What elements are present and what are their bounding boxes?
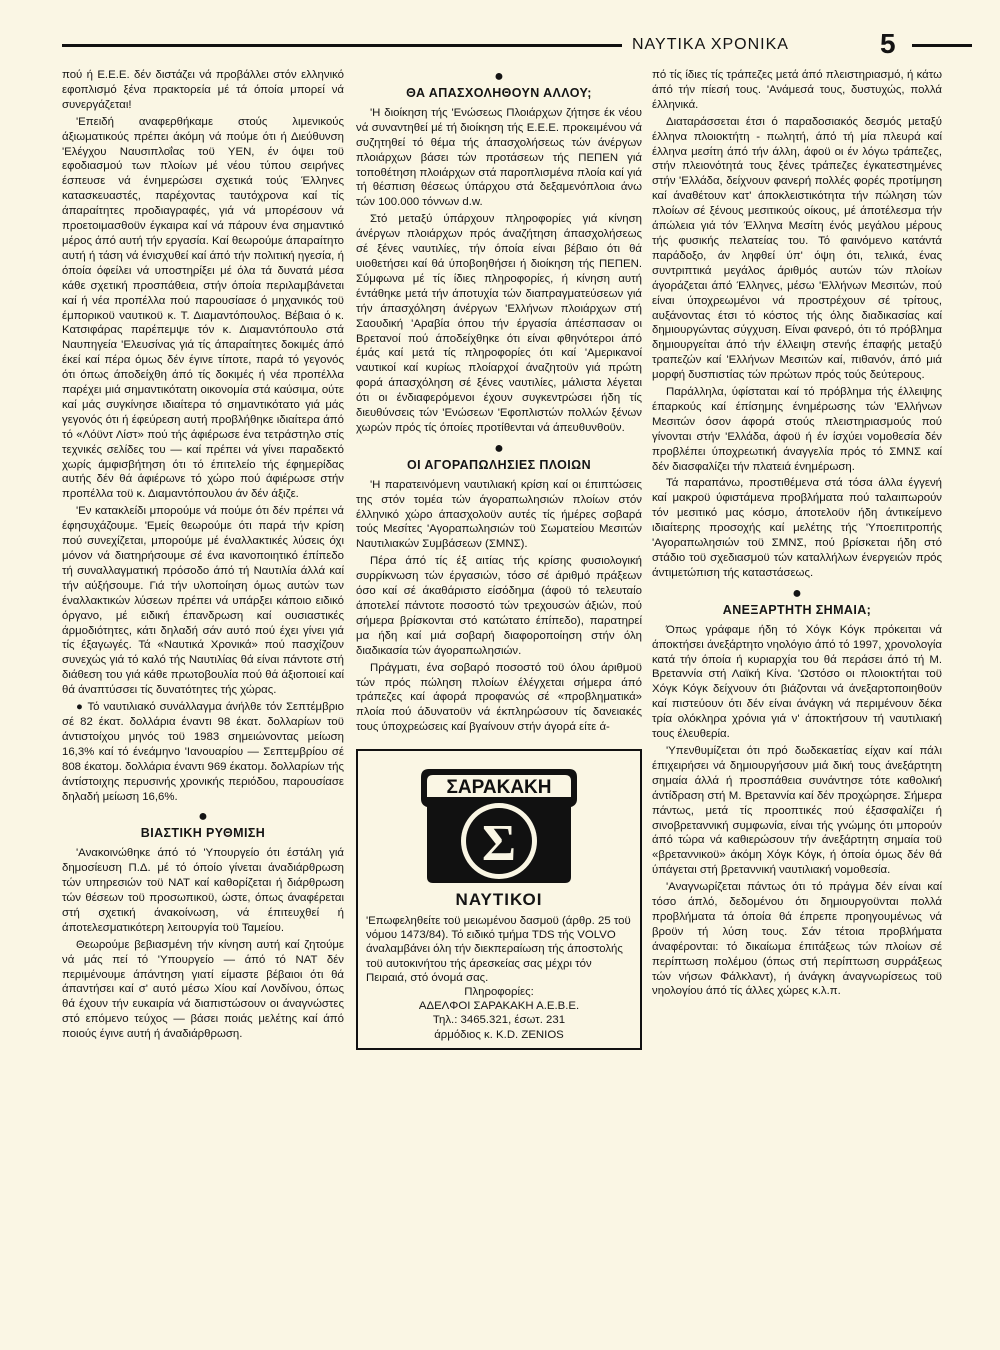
header-rule-right: [912, 44, 972, 47]
ad-company: ΑΔΕΛΦΟΙ ΣΑΡΑΚΑΚΗ Α.Ε.Β.Ε.: [418, 1000, 580, 1013]
article-paragraph: 'Η παρατεινόμενη ναυτιλιακή κρίση καί οι έπιπτώσεις της στόν τομέα τών άγοραπωλησιών πλοίων στόν έλληνικό χώρο άπασχολοϋν αυτές τίς ήμέρες σοβαρά τούς Μεσίτες 'Αγοραπωλησιών τοϋ Σωματείου Μεσιτών Ναυτιλιακών Συμβάσεων (ΣΜΝΣ).: [356, 478, 642, 551]
section-bullet-icon: ●: [494, 68, 504, 85]
section-heading: ΒΙΑΣΤΙΚΗ ΡΥΘΜΙΣΗ: [140, 826, 266, 841]
article-paragraph: Στό μεταξύ ύπάρχουν πληροφορίες γιά κίνηση άνέργων πλοιάρχων πρός άναζήτηση άπασχολήσεως σέ ξένες ναυτιλίες, τήν όποία είναι βέβαιο ότι θά υιοθετήσει καί θά ύποβοηθήσει ή διοίκηση τής ΠΕΠΕΝ. Σύμφωνα μέ τίς ίδιες πληροφορίες, ή κίνηση αυτή έντάθηκε μετά τήν άποτυχία τών διαπραγματεύσεων γιά τήν άπασχόληση άνέργων 'Ελλήνων πλοιάρχων στή Σαουδική 'Αραβία όπου τήν έργασία άπέσπασαν οι Βρετανοί πού άποδείχθηκε ότι είναι φθηνότεροι άπό έμάς καί μετά τίς πληροφορίες ότι καί 'Αμερικανοί ναυτικοί καί κυρίως πλοίαρχοί άναζητοϋν γιά πρώτη φορά άπασχόληση σέ ξένες ναυτιλίες, μάλιστα λέγεται ότι οι ένδιαφερόμενοι έχουν συγκεντρώσει ήδη τίς διευθύνσεις τών 'Ενώσεων 'Εφοπλιστών πολλών ξένων χωρών πρός τίς όποίες προτίθενται νά άπευθυνθοϋν.: [356, 213, 642, 434]
section-heading: ΘΑ ΑΠΑΣΧΟΛΗΘΟΥΝ ΑΛΛΟΥ;: [406, 86, 592, 100]
ad-info-label: Πληροφορίες:: [464, 986, 534, 999]
article-paragraph: 'Υπενθυμίζεται ότι πρό δωδεκαετίας είχαν καί πάλι έπιχειρήσει νά δημιουργήσουν μιά δική τους άνεξάρτητη σημαία άλλά ή προσπάθεια συνάντησε τότε καθολική άντίδραση στή Μ. Βρεταννία καί δέν προχώρησε. Σήμερα πάντως, μετά τίς προοπτικές πού έξασφαλίζει ή σινοβρεταννική συμφωνία, είναι τής γνώμης ότι μπορούν άπό τώρα νά καθιερώσουν τήν άνεξάρτητη σημαία τοϋ «βρεταννικοϋ» άκόμη Χόγκ Κόγκ, ή όποία όμως δέν θά ύπάγεται στή βρεταννική ναυτιλιακή νομοθεσία.: [652, 744, 942, 877]
article-paragraph: 'Επειδή αναφερθήκαμε στούς λιμενικούς άξιωματικούς πρέπει άκόμη νά πούμε ότι ή Διεύθυνση 'Ελέγχου Ναυσιπλοΐας τοϋ ΥΕΝ, έν όψει τοϋ εφοδιασμού των πλοίων μέ νέου τύπου σειρήνες έσπευσε νά ένημερώσει σχετικά τούς Έλληνες κατασκευαστές, παρέχοντας ταυτόχρονα καί τίς άπαραίτητες προδιαγραφές, γιά νά μπορέσουν νά προετοιμασθοϋν έγκαιρα καί νά πάρουν ένα σημαντικό μέρος άπό αυτή τήν εργασία. Καί θεωρούμε άπαραίτητο αυτή ή τάση νά ένισχυθεί καί άπό τήν πολιτική ηγεσία, ή όποία όφείλει νά υποστηρίξει μέ όλα τά δυνατά μέσα κάθε σχετική προσπάθεια, στήν όποία περιλαμβάνεται καί ή νέα προπέλλα πού παρουσίασε ό μηχανικός τοϋ έμπορικοϋ ναυτικοϋ κ. Τ. Διαμαντόπουλος. Βέβαια ό κ. Κατσιφάρας παρέπεμψε τόν κ. Διαμαντόπουλο στά Ναυπηγεία 'Ελευσίνας γιά τίς άπαραίτητες δοκιμές άπό έκεί καί πέρα όμως δέν έγινε τίποτε, παρά τό γεγονός ότι όπως άποδείχθη άπό τίς δοκιμές ή νέα προπέλλα παρέχει μιά σημαντικότατη οικονομία στά καύσιμα, ούτε καί μάς συγκίνησε ιδιαίτερα τό σημαντικότατο γιά μάς γεγονός ότι ή έφεύρεση αυτή προβλήθηκε ιδιαίτερα άπό τό «Λόϋντ Λίστ» πού τής άφιέρωσε ένα τετράστηλο στίς τεχνικές σελίδες του — καί πρέπει νά γίνει παραδεκτό χωρίς άμφισβήτηση ότι τό έπιτελείο τής έφημερίδας αυτής δέν θά άφιέρωνε τό χώρο πού άφιέρωσε στήν προπέλλα τοϋ κ. Διαμαντόπουλου άν δέν άξιζε.: [62, 115, 344, 501]
article-paragraph: 'Ανακοινώθηκε άπό τό 'Υπουργείο ότι έστάλη γιά δημοσίευση Π.Δ. μέ τό όποίο γίνεται άναδιάρθρωση τών υπηρεσιών τοϋ ΝΑΤ καί καθορίζεται ή διάρθρωση τών θέσεων τοϋ προσωπικοϋ, ώστε, όπως άναφέρεται στή σχετική άνακοίνωση, νά έπιτευχθεί ή άποτελεσματικότερη λειτουργία τοϋ Ταμείου.: [62, 847, 344, 934]
article-paragraph: πού ή Ε.Ε.Ε. δέν διστάζει νά προβάλλει στόν ελληνικό εφοπλισμό ξένα πρακτορεία μέ τά όποία μπορεί νά συνεργάζεται!: [62, 69, 344, 111]
article-paragraph: ● Τό ναυτιλιακό συνάλλαγμα άνήλθε τόν Σεπτέμβριο σέ 82 έκατ. δολλάρια έναντι 98 έκατ. δολλαρίων τοϋ άντιστοίχου μηνός τοϋ 1983 σημειώνοντας μείωση 16,3% καί τό ένεάμηνο 'Ιανουαρίου — Σεπτεμβρίου σέ 808 έκατομ. δολλάρια έναντι 969 έκατομ. δολλαρίων τής άντίστοιχης περυσινής χρονικής περιόδου, παρουσίασε δηλαδή μείωση 16,6%.: [62, 701, 344, 803]
column-right: [652, 68, 942, 1001]
column-middle: [356, 68, 642, 1050]
section-bullet-icon: ●: [198, 808, 208, 826]
ad-body-text: 'Επωφεληθείτε τοϋ μειωμένου δασμοϋ (άρθρ. 25 τοϋ νόμου 1473/84). Τό ειδικό τμήμα TDS τής VOLVO άναλαμβάνει όλη τήν διεκπεραίωση τής άποστολής τοϋ αυτοκινήτου τής άρεσκείας σας μέχρι τόν Πειραιά, στό όνομά σας.: [366, 915, 631, 984]
page-header: [62, 30, 962, 66]
article-paragraph: Πέρα άπό τίς έξ αιτίας τής κρίσης φυσιολογική συρρίκνωση τών έργασιών, τόσο σέ άριθμό πράξεων όσο καί σέ άκαθάριστο είσόδημα (άφοϋ τό τελευταίο άποτελεί πάντοτε ποσοστό τών τρεχουσών άξιών, πού σήμερα βρίσκονται στό κατώτατο έπίπεδο), παρατηρεί μα ήδη καί μιά σοβαρή διαφοροποίηση στήν όλη διαδικασία τών άγοραπωλησιών.: [356, 555, 642, 657]
section-heading: ΟΙ ΑΓΟΡΑΠΩΛΗΣΙΕΣ ΠΛΟΙΩΝ: [406, 457, 592, 472]
ad-contact-person: άρμόδιος κ. K.D. ZENIOS: [434, 1028, 564, 1041]
bullet-icon: ●: [76, 701, 88, 714]
section-bullet-icon: ●: [494, 439, 504, 457]
logo-text: ΣΑΡΑΚΑΚΗ: [446, 777, 552, 799]
sarakaki-logo-icon: [411, 759, 587, 891]
article-paragraph: Θεωρούμε βεβιασμένη τήν κίνηση αυτή καί ζητούμε νά μάς πεί τό 'Υπουργείο — άπό τό ΝΑΤ δέν περιμένουμε άπάντηση γιατί είμαστε βέβαιοι ότι θά άπαντήσει καί σ' αυτό μέσω Χίου καί Λονδίνου, όπως θά έχουν τήν ευκαιρία νά διαπιστώσουν οι άναγνώστες στό επόμενο τεύχος — βάσει ποιάς μελέτης καί άπό ποιούς έγινε αυτή ή άναδιάρθρωση.: [62, 938, 344, 1041]
article-paragraph: 'Εν κατακλείδι μπορούμε νά πούμε ότι δέν πρέπει νά έφησυχάζουμε. 'Εμείς θεωρούμε ότι παρά τήν κρίση πού συνεχίζεται, μπορούμε μέ έναλλακτικές λύσεις όχι μόνον νά διατηρήσουμε σέ ένα ικανοποιητικό έπίπεδο τή συναλλαγματική πρόσοδο άπό τή Ναυτιλία άλλά καί τήν αύξήσουμε. Γιά τήν υλοποίηση όμως αυτών των έναλλακτικών λύσεων πρέπει νά υπάρξει κάποιο ειδικό όργανο, μέ ειδική έπανδρωση καί ουσιαστικές άρμοδιότητες, κάτι δηλαδή σάν αυτό πού έχει γίνει γιά τίς έξαγωγές. Τά «Ναυτικά Χρονικά» πού πασχίζουν συνεχώς γιά τό καλό τής Ναυτιλίας θά είναι πάντοτε στή διάθεση του γιά κάθε πρωτοβουλία πού θά άξιοποιεί καί θά άναπτύσσει τίς δυνατότητες τής χώρας.: [62, 505, 344, 697]
article-paragraph: Παράλληλα, ύφίσταται καί τό πρόβλημα τής έλλειψης έπαρκούς καί έπίσημης ένημέρωσης τών 'Ελλήνων Μεσιτών όσον άφορά στούς πλειστηριασμούς πού γίνονται στήν 'Ελλάδα, άφοϋ ή έν ίσχύει νομοθεσία δέν προβλέπει ύποχρεωτική άναγγελία πρός τό ΣΜΝΣ καί δέν διασφαλίζει τήν πλατειά ένημέρωση.: [652, 386, 942, 473]
article-paragraph: Τά παραπάνω, προστιθέμενα στά τόσα άλλα έγγενή καί μακροϋ ύφιστάμενα προβλήματα πού ταλαιπωρούν τόν μεσιτικό μας κόσμο, άποτελοϋν ήδη άντικείμενο ιδιαίτερης προσοχής καί μελέτης τής 'Υποεπιτροπής 'Αγοραπωλησιών τοϋ ΣΜΝΣ, πού βρίσκεται ήδη στό στάδιο τοϋ σχεδιασμοϋ τών καταλλήλων ένεργειών πρός άντιμετώπιση τής καταστάσεως.: [652, 477, 942, 579]
advertisement-box: [356, 749, 642, 1050]
header-rule-left: [62, 44, 622, 47]
section-heading: ΑΝΕΞΑΡΤΗΤΗ ΣΗΜΑΙΑ;: [722, 602, 872, 617]
article-paragraph: πό τίς ίδιες τίς τράπεζες μετά άπό πλειστηριασμό, ή κάτω άπό τήν πίεσή τους. 'Ανάμεσά τους, δυστυχώς, πολλά έλληνικά.: [652, 69, 942, 111]
logo-symbol: Σ: [482, 815, 516, 873]
article-paragraph: 'Αναγνωρίζεται πάντως ότι τό πράγμα δέν είναι καί τόσο άπλό, δεδομένου ότι δημιουργοϋνται πολλά προβλήματα τά όποία θά έπρεπε προηγουμένως νά βροϋν τή λύση τους. Σάν τέτοια προβλήματα άναφέρονται: τό δικαίωμα έπιτάξεως τών πλοίων σέ περίπτωση πολέμου (όπως στή περίπτωση συρράξεως τών νήσων Φάλκλαντ), ή άνάγκη άναγνωρίσεως τοϋ νηολογίου άπό τίς άλλες χώρες κ.λ.π.: [652, 881, 942, 998]
page-number: 5: [880, 28, 896, 59]
article-paragraph: 'Η διοίκηση τής 'Ενώσεως Πλοιάρχων ζήτησε έκ νέου νά συναντηθεί μέ τή διοίκηση τής Ε.Ε.Ε. προκειμένου νά συζητηθεί τό θέμα τής άπασχολήσεως τών άνέργων πλοιάρχων βάσει τών προτάσεων τής ΠΕΠΕΝ γιά τοποθέτηση πλοιάρχων στά παροπλισμένα πλοία καί γιά τή θέσπιση θέσεως ύπάρχου στά δεξαμενόπλοια άνω τών 100.000 τόννων d.w.: [356, 106, 642, 209]
article-paragraph: Διαταράσσεται έτσι ό παραδοσιακός δεσμός μεταξύ έλληνα πλοιοκτήτη - πωλητή, άπό τή μία πλευρά καί έλληνα μεσίτη άπό τήν άλλη, άφοϋ οι έν λόγω τράπεζες, στήν πλειονότητά τους ξένες τράπεζες έγκατεστημένες στήν 'Ελλάδα, δείχνουν φανερή πολλές φορές προτίμηση καί άναθέτουν κατ' άποκλειστικότητα τήν πώληση τών πλοίων σέ ξένους μεσιτικούς οίκους, μέ άποτέλεσμα τήν άπώλεια γιά τόν Έλληνα Μεσίτη ένός μεγάλου μέρους τής φυσικής πελατείας του. Τό φαινόμενο κατάντά παράδοξο, άν ληφθεί ύπ' όψη ότι, τελικά, ένας συντριπτικά μεγάλος άριθμός αυτών τών πλοίων άγοράζεται άπό Έλληνες, μέσω 'Ελλήνων Μεσιτών, πού είναι ύποχρεωμένοι νά προστρέχουν σέ τρίτους, αυξάνοντας έτσι τό κόστος τής όλης διαδικασίας καί δημιουργώντας σύγχυση. Είναι φανερό, ότι τό πρόβλημα δημιουργείται άπό τήν έλλειψη στενής έπαφής μεταξύ τραπεζών καί 'Ελλήνων Μεσιτών καί, πιθανόν, άπό μιά μορφή δυσπιστίας τών πρώτων πρός τούς δεύτερους.: [652, 115, 942, 382]
column-left: [62, 68, 344, 1044]
section-bullet-icon: ●: [792, 584, 802, 602]
article-paragraph: Πράγματι, ένα σοβαρό ποσοστό τοϋ όλου άριθμοϋ τών πρός πώληση πλοίων έλέγχεται σήμερα άπό τράπεζες καί άφορά προφανώς σέ «προβληματικά» πλοία πού άδυνατοϋν νά έκπληρώσουν τίς δανειακές τους ύποχρεώσεις καί βγαίνουν στήν άγορά είτε ά-: [356, 661, 642, 734]
ad-phone: Τηλ.: 3465.321, έσωτ. 231: [432, 1014, 566, 1027]
publication-title: ΝΑΥΤΙΚΑ ΧΡΟΝΙΚΑ: [632, 36, 789, 53]
ad-tagline: ΝΑΥΤΙΚΟΙ: [455, 890, 543, 910]
article-paragraph: Όπως γράφαμε ήδη τό Χόγκ Κόγκ πρόκειται νά άποκτήσει άνεξάρτητο νηολόγιο άπό τό 1997, χρονολογία κατά τήν όποία ή κυριαρχία του θά περάσει άπό τή Μ. Βρεταννία στή Λαϊκή Κίνα. 'Ωστόσο οι πλοιοκτήται τοϋ Χόγκ Κόγκ δείχνουν ότι βιάζονται νά άνεξαρτοποιηθοϋν καί πιστεύουν ότι δέν είναι άνάγκη νά περιμένουν δέκα τρία ολόκληρα χρόνια γιά ν' άποκτήσουν τή ναυτιλιακή τους έλευθερία.: [652, 623, 942, 741]
